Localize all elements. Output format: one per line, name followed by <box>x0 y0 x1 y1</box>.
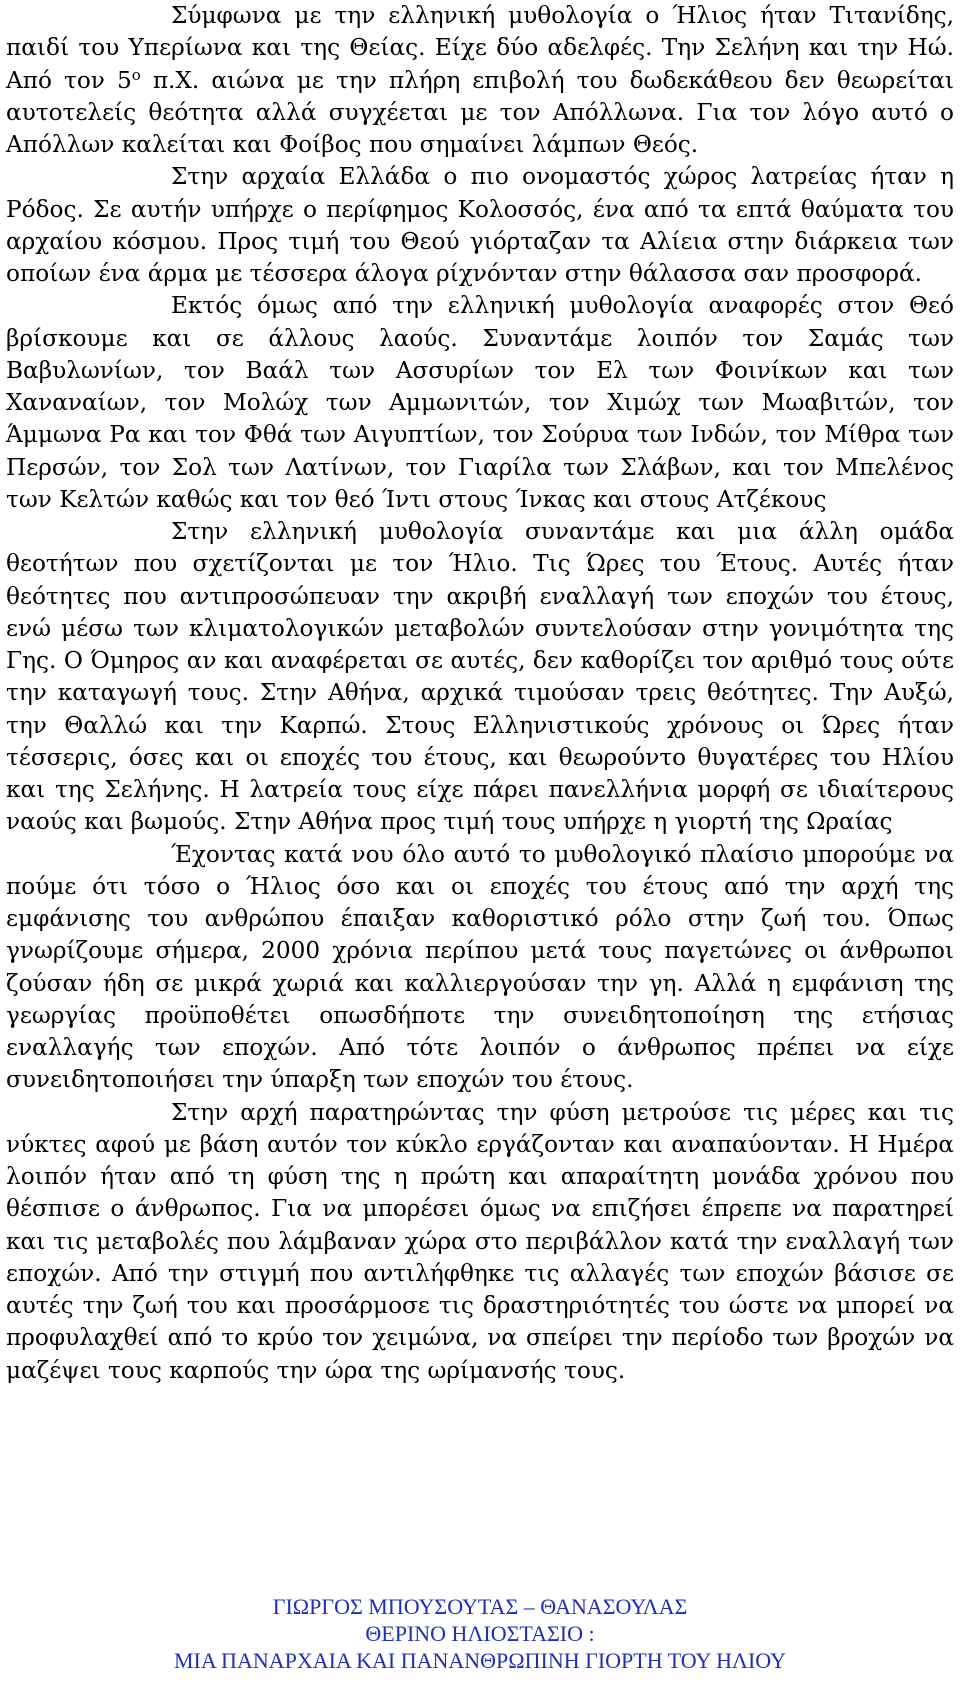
paragraph-day-night: Στην αρχή παρατηρώντας την φύση μετρούσε τις μέρες και τις νύκτες αφού με βάση αυτόν τον κύκλο εργάζονταν και αναπαύονταν. Η Ημέρα λοιπόν ήταν από τη φύση της η πρώτη και απαραίτητη μονάδα χρόνου που θέσπισε ο άνθρωπος. Για να μπορέσει όμως να επιζήσει έπρεπε να παρατηρεί και τις μεταβολές που λάμβαναν χώρα στο περιβάλλον κατά την εναλλαγή των εποχών. Από την στιγμή που αντιλήφθηκε τις αλλαγές των εποχών βάσισε σε αυτές την ζωή του και προσάρμοσε τις δραστηριότητές του ώστε να μπορεί να προφυλαχθεί από το κρύο τον χειμώνα, να σπείρει την περίοδο των βροχών να μαζέψει τους καρπούς την ώρα της ωρίμανσής τους. <box>6 1098 954 1384</box>
paragraph-helios-mythology <box>6 0 954 161</box>
footer-authors: ΓΙΩΡΓΟΣ ΜΠΟΥΣΟΥΤΑΣ – ΘΑΝΑΣΟΥΛΑΣ <box>272 1594 688 1619</box>
paragraph-text: Σύμφωνα με την ελληνική μυθολογία ο Ήλιος ήταν Τιτανίδης, παιδί του Υπερίωνα και της Θείας. Είχε δύο αδελφές. Την Σελήνη και την Ηώ. Από τον 5 <box>6 2 954 94</box>
superscript-ordinal: ο <box>131 65 141 84</box>
footer-title: ΘΕΡΙΝΟ ΗΛΙΟΣΤΑΣΙΟ : <box>365 1621 595 1646</box>
page-footer <box>0 1593 960 1674</box>
body-text <box>6 0 954 1387</box>
paragraph-rhodes: Στην αρχαία Ελλάδα ο πιο ονομαστός χώρος λατρείας ήταν η Ρόδος. Σε αυτήν υπήρχε ο περίφημος Κολοσσός, ένα από τα επτά θαύματα του αρχαίου κόσμου. Προς τιμή του Θεού γιόρταζαν τα Αλίεια στην διάρκεια των οποίων ένα άρμα με τέσσερα άλογα ρίχνόνταν στην θάλασσα σαν προσφορά. <box>6 163 954 287</box>
paragraph-text: π.Χ. αιώνα με την πλήρη επιβολή του δωδεκάθεου δεν θεωρείται αυτοτελείς θεότητα αλλά συγχέεται με τον Απόλλωνα. Για τον λόγο αυτό ο Απόλλων καλείται και Φοίβος που σημαίνει λάμπων Θεός. <box>6 66 954 158</box>
paragraph-seasons: Έχοντας κατά νου όλο αυτό το μυθολογικό πλαίσιο μπορούμε να πούμε ότι τόσο ο Ήλιος όσο και οι εποχές του έτους από την αρχή της εμφάνισης του ανθρώπου έπαιξαν καθοριστικό ρόλο στην ζωή του. Όπως γνωρίζουμε σήμερα, 2000 χρόνια περίπου μετά τους παγετώνες οι άνθρωποι ζούσαν ήδη σε μικρά χωριά και καλλιεργούσαν την γη. Αλλά η εμφάνιση της γεωργίας προϋποθέτει οπωσδήποτε την συνειδητοποίηση της ετήσιας εναλλαγής των εποχών. Από τότε λοιπόν ο άνθρωπος πρέπει να είχε συνειδητοποιήσει την ύπαρξη των εποχών του έτους. <box>6 840 954 1094</box>
paragraph-horae: Στην ελληνική μυθολογία συναντάμε και μια άλλη ομάδα θεοτήτων που σχετίζονται με τον Ήλιο. Τις Ώρες του Έτους. Αυτές ήταν θεότητες που αντιπροσώπευαν την ακριβή εναλλαγή των εποχών του έτους, ενώ μέσω των κλιματολογικών μεταβολών συντελούσαν στην γονιμότητα της Γης. Ο Όμηρος αν και αναφέρεται σε αυτές, δεν καθορίζει τον αριθμό τους ούτε την καταγωγή τους. Στην Αθήνα, αρχικά τιμούσαν τρεις θεότητες. Την Αυξώ, την Θαλλώ και την Καρπώ. Στους Ελληνιστικούς χρόνους οι Ώρες ήταν τέσσερις, όσες και οι εποχές του έτους, και θεωρούντο θυγατέρες του Ηλίου και της Σελήνης. Η λατρεία τους είχε πάρει πανελλήνια μορφή σε ιδιαίτερους ναούς και βωμούς. Στην Αθήνα προς τιμή τους υπήρχε η γιορτή της Ωραίας <box>6 518 954 836</box>
paragraph-other-peoples: Εκτός όμως από την ελληνική μυθολογία αναφορές στον Θεό βρίσκουμε και σε άλλους λαούς. Συναντάμε λοιπόν τον Σαμάς των Βαβυλωνίων, τον Βαάλ των Ασσυρίων τον Ελ των Φοινίκων και των Χαναναίων, τον Μολώχ των Αμμωνιτών, τον Χιμώχ των Μωαβιτών, τον Άμμωνα Ρα και τον Φθά των Αιγυπτίων, τον Σούρυα των Ινδών, τον Μίθρα των Περσών, τον Σολ των Λατίνων, τον Γιαρίλα των Σλάβων, και τον Μπελένος των Κελτών καθώς και τον θεό Ίντι στους Ίνκας και στους Ατζέκους <box>6 292 954 513</box>
footer-subtitle: ΜΙΑ ΠΑΝΑΡΧΑΙΑ ΚΑΙ ΠΑΝΑΝΘΡΩΠΙΝΗ ΓΙΟΡΤΗ ΤΟΥ ΗΛΙΟΥ <box>174 1648 786 1673</box>
